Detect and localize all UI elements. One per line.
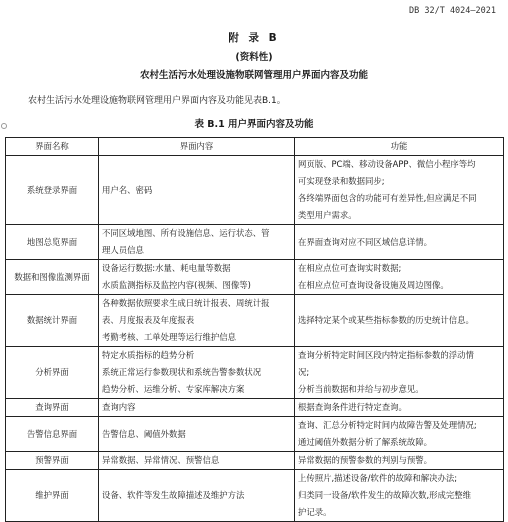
interface-content-cell [99, 295, 295, 347]
table-row [6, 347, 504, 399]
function-line: 归类同一设备/软件发生的故障次数,形成完整维 [298, 490, 471, 500]
table-row [6, 156, 504, 225]
interface-name-cell: 分析界面 [6, 347, 99, 399]
function-line: 各终端界面包含的功能可有差异性,但应满足不同 [298, 193, 477, 203]
table-row [6, 452, 504, 470]
content-line: 查询内容 [102, 402, 136, 412]
function-cell [295, 417, 504, 452]
content-line: 设备运行数据:水量、耗电量等数据 [102, 263, 231, 273]
content-line: 理人员信息 [102, 245, 144, 255]
function-cell [295, 295, 504, 347]
function-cell [295, 260, 504, 295]
interface-content-cell [99, 156, 295, 225]
content-function-table [5, 137, 504, 522]
table-caption: 表 B.1 用户界面内容及功能 [194, 119, 314, 130]
function-line: 异常数据的预警参数的判别与预警。 [298, 455, 432, 465]
function-line: 选择特定某个或某些指标参数的历史统计信息。 [298, 315, 474, 325]
function-line: 上传照片,描述设备/软件的故障和解决办法; [298, 473, 458, 483]
annex-title: 附 录 B [228, 32, 280, 44]
annex-type: (资料性) [235, 52, 273, 63]
content-line: 趋势分析、运维分析、专家库解决方案 [102, 384, 245, 394]
table-header-row [6, 138, 504, 156]
interface-name-cell: 预警界面 [6, 452, 99, 470]
function-line: 查询、汇总分析特定时间内故障告警及处理情况; [298, 420, 477, 430]
interface-content-cell [99, 225, 295, 260]
interface-name-cell: 告警信息界面 [6, 417, 99, 452]
function-line: 根据查询条件进行特定查询。 [298, 402, 407, 412]
interface-content-cell [99, 470, 295, 522]
annex-name: 农村生活污水处理设施物联网管理用户界面内容及功能 [139, 70, 368, 81]
function-line: 在相应点位可查询实时数据; [298, 263, 402, 273]
interface-content-cell [99, 347, 295, 399]
function-line: 在界面查询对应不同区域信息详情。 [298, 236, 432, 247]
interface-content-cell [99, 399, 295, 417]
interface-name-cell: 维护界面 [6, 470, 99, 522]
function-cell [295, 347, 504, 399]
header-interface-name: 界面名称 [6, 138, 99, 156]
content-line: 特定水质指标的趋势分析 [102, 350, 195, 360]
table-row [6, 470, 504, 522]
function-line: 在相应点位可查询设备设施及周边图像。 [298, 280, 449, 290]
function-cell [295, 225, 504, 260]
function-cell [295, 156, 504, 225]
header-interface-content: 界面内容 [99, 138, 295, 156]
intro-paragraph: 农村生活污水处理设施物联网管理用户界面内容及功能见表B.1。 [28, 96, 286, 106]
content-line: 各种数据依照要求生成日统计报表、周统计报 [102, 298, 270, 308]
content-line: 异常数据、异常情况、预警信息 [102, 455, 220, 465]
table-row [6, 295, 504, 347]
interface-name-cell: 数据和图像监测界面 [6, 260, 99, 295]
content-line: 用户名、密码 [102, 184, 153, 195]
content-line: 设备、软件等发生故障描述及维护方法 [102, 490, 245, 500]
function-line: 类型用户需求。 [298, 210, 357, 220]
content-line: 考勤考核、工单处理等运行维护信息 [102, 332, 236, 342]
function-line: 查询分析特定时间区段内特定指标参数的浮动情 [298, 350, 474, 360]
table-row [6, 417, 504, 452]
interface-content-cell [99, 417, 295, 452]
function-line: 分析当前数据和并给与初步意见。 [298, 384, 424, 394]
standard-code: DB 32/T 4024—2021 [409, 6, 496, 16]
table-row [6, 225, 504, 260]
content-line: 水质监测指标及监控内容(视频、图像等) [102, 280, 251, 290]
interface-content-cell [99, 452, 295, 470]
function-line: 可实现登录和数据同步; [298, 176, 385, 186]
function-line: 况; [298, 367, 310, 377]
function-line: 网页版、PC端、移动设备APP、微信小程序等均 [298, 159, 476, 169]
content-line: 告警信息、阈值外数据 [102, 428, 186, 439]
content-line: 表、月度报表及年度报表 [102, 315, 195, 325]
function-cell [295, 399, 504, 417]
content-line: 不同区域地图、所有设施信息、运行状态、管 [102, 228, 270, 238]
interface-name-cell: 系统登录界面 [6, 156, 99, 225]
function-cell [295, 452, 504, 470]
content-line: 系统正常运行参数现状和系统告警参数状况 [102, 367, 262, 377]
interface-name-cell: 数据统计界面 [6, 295, 99, 347]
interface-name-cell: 地图总览界面 [6, 225, 99, 260]
function-line: 通过阈值外数据分析了解系统故障。 [298, 437, 432, 447]
function-cell [295, 470, 504, 522]
header-function: 功能 [295, 138, 504, 156]
interface-content-cell [99, 260, 295, 295]
table-row [6, 399, 504, 417]
table-row [6, 260, 504, 295]
interface-name-cell: 查询界面 [6, 399, 99, 417]
function-line: 护记录。 [298, 507, 332, 517]
